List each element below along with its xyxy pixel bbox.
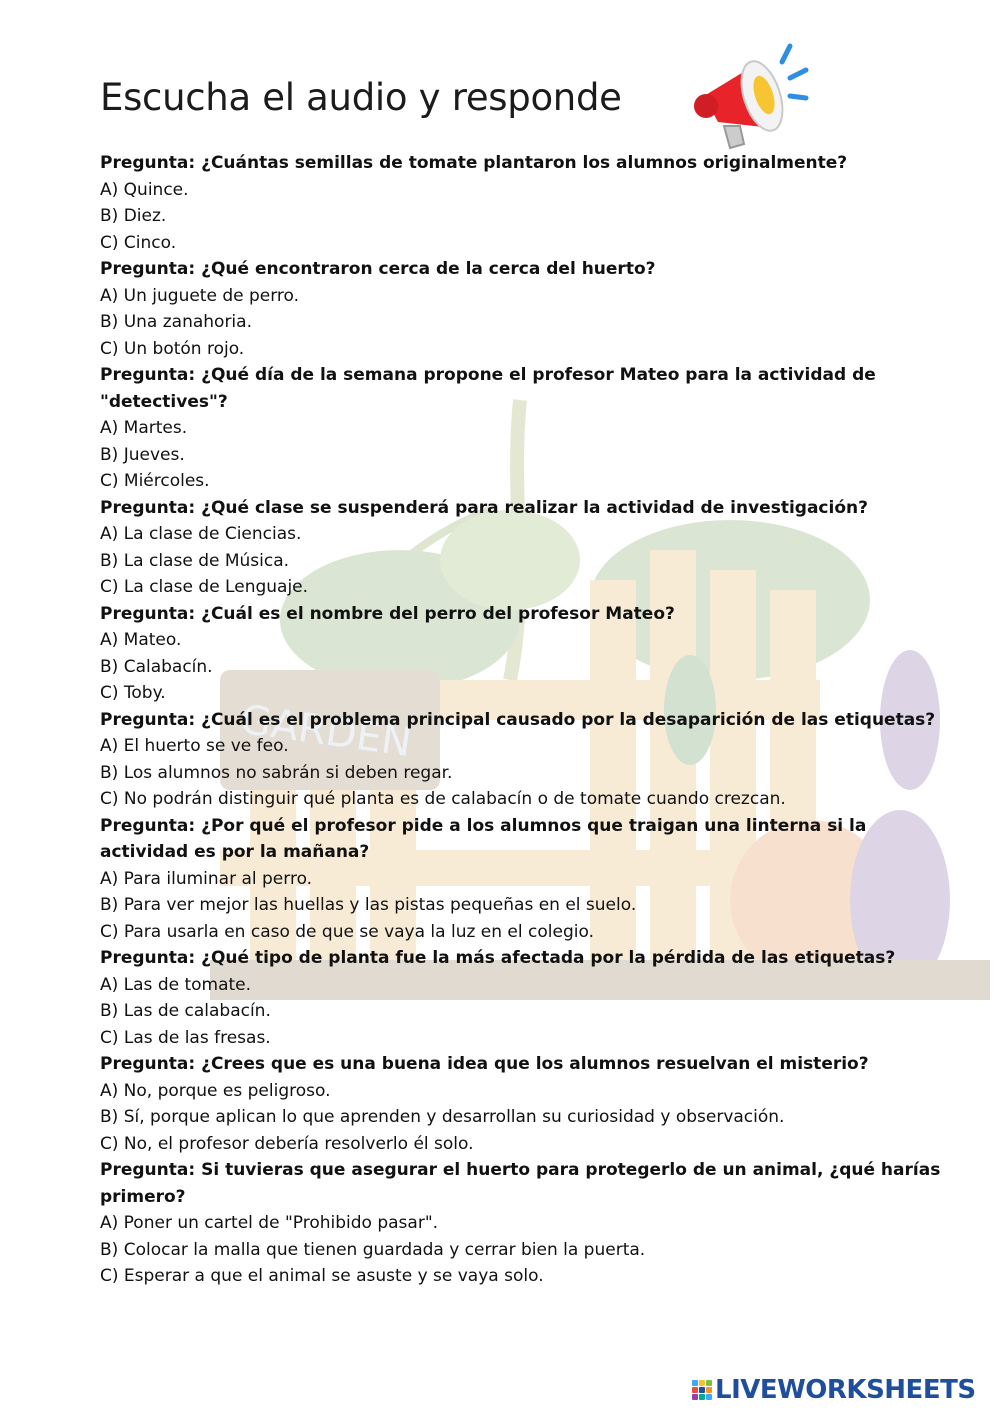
question-3	[100, 362, 960, 495]
option-a[interactable]: A) Un juguete de perro.	[100, 285, 300, 306]
question-4	[100, 495, 960, 601]
question-7	[100, 813, 960, 946]
option-b[interactable]: B) Diez.	[100, 206, 167, 226]
question-9	[100, 1051, 960, 1157]
question-10	[100, 1157, 960, 1290]
option-c[interactable]: C) Un botón rojo.	[100, 338, 245, 359]
option-a[interactable]: A) Mateo.	[100, 630, 182, 650]
option-a[interactable]: A) No, porque es peligroso.	[100, 1080, 331, 1101]
option-a[interactable]: A) La clase de Ciencias.	[100, 524, 302, 544]
question-6	[100, 707, 960, 813]
option-a[interactable]: A) Quince.	[100, 179, 189, 200]
page-title: Escucha el audio y responde	[100, 76, 622, 119]
option-c[interactable]: C) No, el profesor debería resolverlo él solo.	[100, 1133, 474, 1154]
option-b[interactable]: B) Para ver mejor las huellas y las pistas pequeñas en el suelo.	[100, 895, 637, 915]
option-b[interactable]: B) Calabacín.	[100, 656, 213, 677]
liveworksheets-logo[interactable]	[692, 1373, 976, 1407]
question-list	[100, 150, 960, 1290]
option-a[interactable]: A) Para iluminar al perro.	[100, 868, 313, 889]
option-b[interactable]: B) Colocar la malla que tienen guardada y cerrar bien la puerta.	[100, 1239, 646, 1260]
option-c[interactable]: C) Para usarla en caso de que se vaya la luz en el colegio.	[100, 921, 594, 942]
question-text: Pregunta: ¿Qué encontraron cerca de la cerca del huerto?	[100, 259, 656, 279]
question-text: Pregunta: Si tuvieras que asegurar el huerto para protegerlo de un animal, ¿qué harías primero?	[100, 1160, 941, 1207]
liveworksheets-logo-icon	[692, 1380, 712, 1400]
question-text: Pregunta: ¿Cuál es el nombre del perro del profesor Mateo?	[100, 603, 675, 624]
option-b[interactable]: B) La clase de Música.	[100, 550, 290, 571]
option-a[interactable]: A) Las de tomate.	[100, 974, 252, 995]
option-c[interactable]: C) Toby.	[100, 683, 166, 703]
option-c[interactable]: C) Esperar a que el animal se asuste y se vaya solo.	[100, 1266, 544, 1286]
question-text: Pregunta: ¿Cuál es el problema principal causado por la desaparición de las etiquetas?	[100, 709, 936, 730]
question-text: Pregunta: ¿Por qué el profesor pide a los alumnos que traigan una linterna si la actividad es por la mañana?	[100, 815, 867, 862]
option-c[interactable]: C) Las de las fresas.	[100, 1027, 271, 1048]
option-c[interactable]: C) La clase de Lenguaje.	[100, 577, 309, 597]
option-b[interactable]: B) Los alumnos no sabrán si deben regar.	[100, 762, 453, 783]
question-8	[100, 945, 960, 1051]
option-a[interactable]: A) El huerto se ve feo.	[100, 736, 289, 756]
question-text: Pregunta: ¿Crees que es una buena idea que los alumnos resuelvan el misterio?	[100, 1054, 869, 1074]
question-text: Pregunta: ¿Qué tipo de planta fue la más afectada por la pérdida de las etiquetas?	[100, 948, 896, 968]
question-text: Pregunta: ¿Qué día de la semana propone el profesor Mateo para la actividad de "detectives"?	[100, 365, 876, 412]
option-a[interactable]: A) Martes.	[100, 418, 188, 438]
brand-name: LIVEWORKSHEETS	[715, 1375, 976, 1405]
question-1	[100, 150, 960, 256]
option-c[interactable]: C) Miércoles.	[100, 471, 210, 491]
question-5	[100, 601, 960, 707]
question-text: Pregunta: ¿Cuántas semillas de tomate plantaron los alumnos originalmente?	[100, 153, 848, 173]
megaphone-icon	[690, 40, 810, 152]
question-text: Pregunta: ¿Qué clase se suspenderá para realizar la actividad de investigación?	[100, 497, 868, 518]
option-b[interactable]: B) Jueves.	[100, 444, 185, 465]
option-b[interactable]: B) Las de calabacín.	[100, 1001, 271, 1021]
question-2	[100, 256, 960, 362]
option-b[interactable]: B) Sí, porque aplican lo que aprenden y desarrollan su curiosidad y observación.	[100, 1107, 785, 1127]
garden-sign-text: GARDEN	[237, 696, 415, 767]
option-a[interactable]: A) Poner un cartel de "Prohibido pasar".	[100, 1213, 439, 1233]
option-b[interactable]: B) Una zanahoria.	[100, 312, 252, 332]
option-c[interactable]: C) No podrán distinguir qué planta es de calabacín o de tomate cuando crezcan.	[100, 789, 786, 809]
option-c[interactable]: C) Cinco.	[100, 232, 177, 253]
